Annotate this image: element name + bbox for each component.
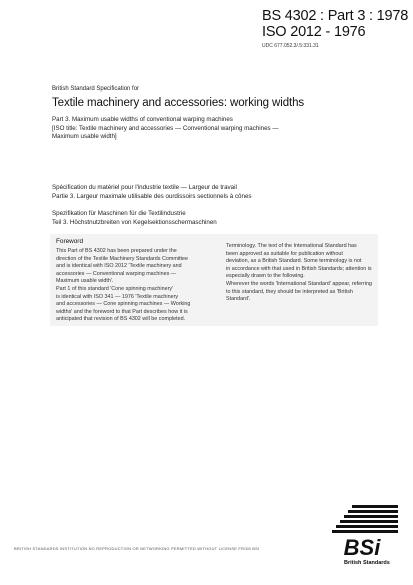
foreword-line: widths' and the foreword to that Part describes how it is: [56, 308, 188, 315]
french-line: Partie 3. Largeur maximale utilisable des ourdissoirs sectionnels à cônes: [52, 192, 252, 200]
foreword-right-column: [226, 243, 376, 304]
foreword-line: Terminology. The text of the International Standard has: [226, 243, 357, 249]
foreword-line: deviation, as a British Standard. Some terminology is not: [226, 258, 362, 265]
part-line: Part 3. Maximum usable widths of conventional warping machines: [52, 116, 233, 123]
foreword-line: Standard'.: [226, 296, 251, 303]
foreword-line: Part 1 of this standard 'Cone spinning machinery': [56, 285, 174, 292]
bsi-caption: British Standards: [344, 560, 390, 566]
document-pretitle: British Standard Specification for: [52, 86, 140, 92]
foreword-line: direction of the Textile Machinery Standards Committee: [56, 255, 189, 262]
foreword-line: Wherever the words 'International Standard' appear, referring: [226, 280, 372, 287]
standard-number: BS 4302 : Part 3 : 1978: [262, 8, 409, 24]
part-line: [ISO title: Textile machinery and accessories — Conventional warping machines —: [52, 124, 279, 132]
german-title: [52, 210, 217, 227]
german-line: Teil 3. Höchstnutzbreiten von Kegelsektionsschermaschinen: [52, 218, 217, 226]
french-line: Spécification du matériel pour l'industrie textile — Largeur de travail: [52, 184, 237, 191]
foreword-line: in accordance with that used in British Standards; attention is: [226, 265, 372, 272]
french-title: [52, 184, 251, 201]
foreword-line: This Part of BS 4302 has been prepared under the: [56, 248, 177, 254]
foreword-line: to this standard, they should be interpreted as 'British: [226, 288, 353, 295]
foreword-line: and accessories — Cone spinning machines — Working: [56, 301, 191, 308]
foreword-line: and is identical with ISO 2012 'Textile machinery and: [56, 263, 182, 270]
german-line: Spezifikation für Maschinen für die Textilindustrie: [52, 210, 186, 217]
foreword-line: is identical with ISO 341 — 1976 'Textile machinery: [56, 293, 179, 300]
foreword-left-column: [56, 248, 206, 324]
foreword-line: Maximum usable width'.: [56, 278, 114, 285]
udc-line: UDC 677.052.3/.5:331.31: [262, 43, 319, 49]
part-line: Maximum usable width]: [52, 133, 117, 141]
foreword-line: especially drawn to the following.: [226, 273, 305, 280]
foreword-line: accessories — Conventional warping machines —: [56, 270, 177, 277]
document-title: Textile machinery and accessories: working widths: [52, 97, 305, 109]
licence-notice: BRITISH STANDARDS INSTITUTION NO REPRODUCTION OR NETWORKING PERMITTED WITHOUT LICENSE FROM BSI: [14, 546, 260, 551]
foreword-line: anticipated that revision of BS 4302 will be completed.: [56, 316, 186, 323]
part-description: [52, 116, 342, 142]
iso-number: ISO 2012 - 1976: [262, 24, 366, 40]
foreword-line: been approved as suitable for publication without: [226, 250, 343, 257]
foreword-heading: Foreword: [56, 238, 83, 245]
standard-number-block: [262, 8, 408, 40]
bsi-logo-mark: BSi: [343, 535, 381, 560]
